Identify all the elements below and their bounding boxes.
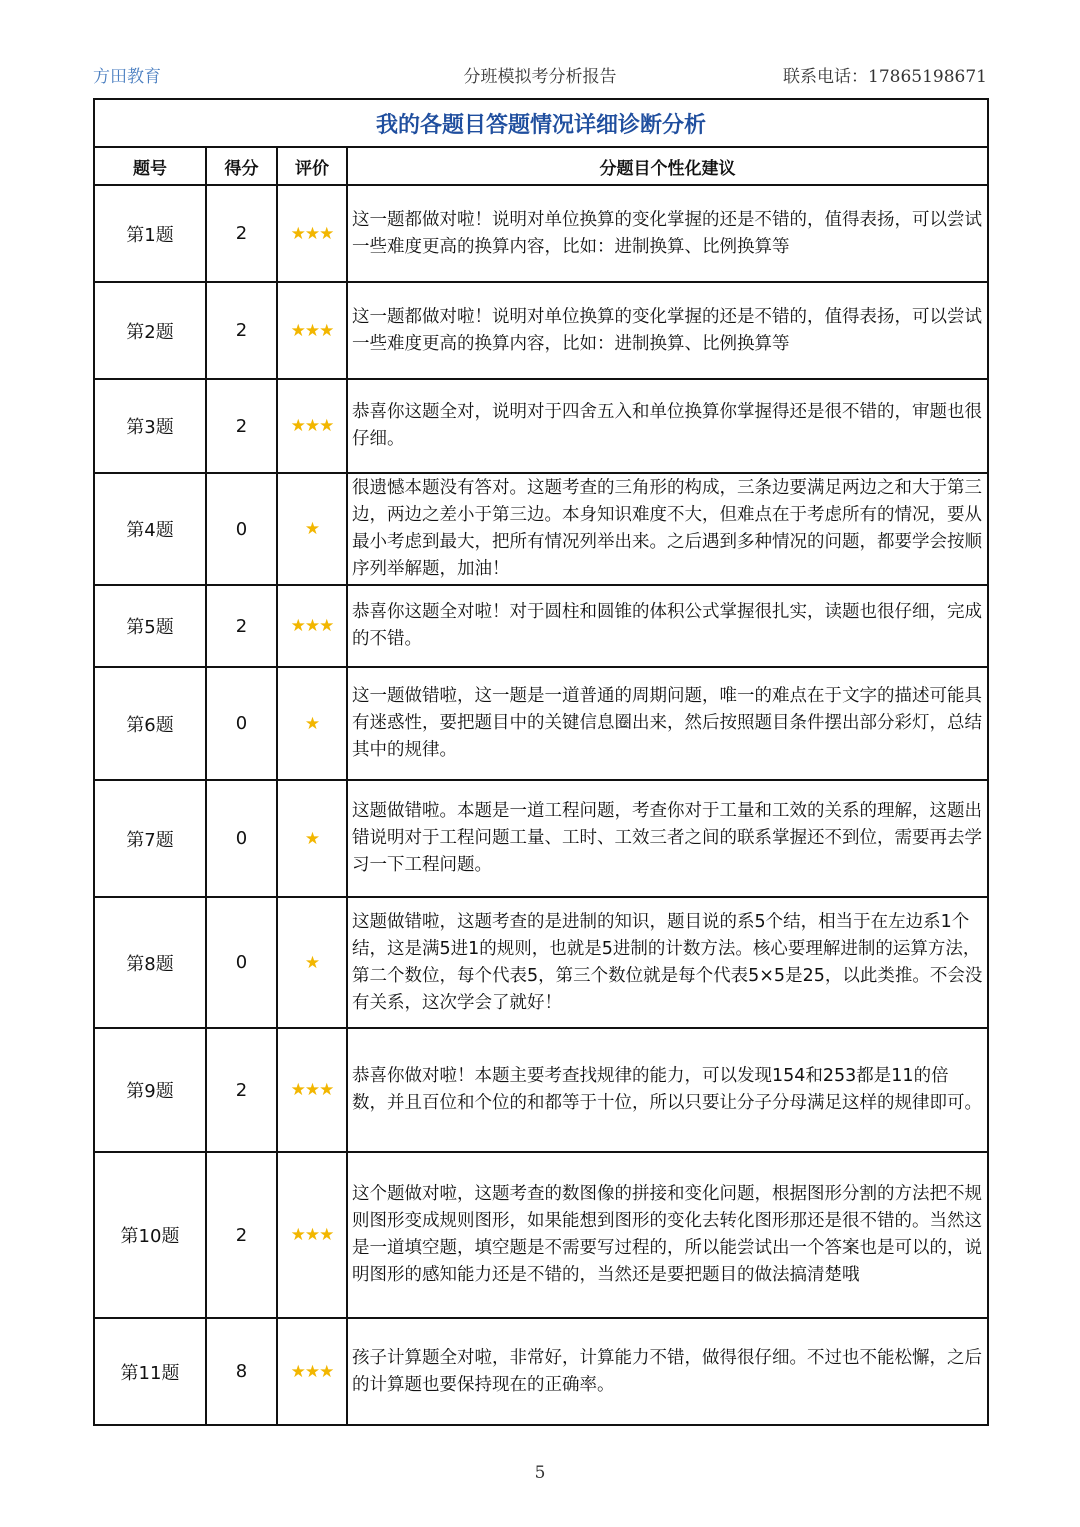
question-number: 第1题	[94, 185, 206, 282]
question-number: 第10题	[94, 1152, 206, 1318]
question-advice: 恭喜你这题全对，说明对于四舍五入和单位换算你掌握得还是很不错的，审题也很仔细。	[347, 379, 988, 473]
star-rating: ★★★	[277, 1152, 347, 1318]
question-advice: 恭喜你做对啦！本题主要考查找规律的能力，可以发现154和253都是11的倍数，并且百位和个位的和都等于十位，所以只要让分子分母满足这样的规律即可。	[347, 1028, 988, 1152]
table-row	[94, 473, 988, 585]
table-row	[94, 282, 988, 379]
star-rating: ★★★	[277, 1028, 347, 1152]
star-rating: ★	[277, 897, 347, 1028]
question-advice: 这一题做错啦，这一题是一道普通的周期问题，唯一的难点在于文字的描述可能具有迷惑性，要把题目中的关键信息圈出来，然后按照题目条件摆出部分彩灯，总结其中的规律。	[347, 667, 988, 780]
star-rating: ★	[277, 473, 347, 585]
question-number: 第8题	[94, 897, 206, 1028]
table-row	[94, 585, 988, 667]
question-number: 第6题	[94, 667, 206, 780]
question-score: 0	[206, 780, 277, 897]
question-number: 第9题	[94, 1028, 206, 1152]
question-score: 0	[206, 473, 277, 585]
star-rating: ★★★	[277, 1318, 347, 1425]
question-score: 2	[206, 379, 277, 473]
question-score: 2	[206, 585, 277, 667]
question-advice: 很遗憾本题没有答对。这题考查的三角形的构成，三条边要满足两边之和大于第三边，两边之差小于第三边。本身知识难度不大，但难点在于考虑所有的情况，要从最小考虑到最大，把所有情况列举出来。之后遇到多种情况的问题，都要学会按顺序列举解题，加油！	[347, 473, 988, 585]
star-rating: ★	[277, 780, 347, 897]
report-title: 分班模拟考分析报告	[463, 67, 617, 87]
column-header-rating: 评价	[277, 147, 347, 185]
star-rating: ★★★	[277, 585, 347, 667]
question-advice: 这一题都做对啦！说明对单位换算的变化掌握的还是不错的，值得表扬，可以尝试一些难度更高的换算内容，比如：进制换算、比例换算等	[347, 282, 988, 379]
table-row	[94, 379, 988, 473]
star-rating: ★★★	[277, 185, 347, 282]
table-row	[94, 1028, 988, 1152]
question-number: 第5题	[94, 585, 206, 667]
table-row	[94, 185, 988, 282]
table-row	[94, 667, 988, 780]
table-title: 我的各题目答题情况详细诊断分析	[94, 99, 988, 147]
contact-phone: 联系电话：17865198671	[783, 67, 987, 87]
star-rating: ★★★	[277, 282, 347, 379]
column-header-score: 得分	[206, 147, 277, 185]
question-advice: 孩子计算题全对啦，非常好，计算能力不错，做得很仔细。不过也不能松懈，之后的计算题也要保持现在的正确率。	[347, 1318, 988, 1425]
page-number: 5	[534, 1463, 546, 1483]
question-score: 2	[206, 1028, 277, 1152]
star-rating: ★	[277, 667, 347, 780]
question-number: 第3题	[94, 379, 206, 473]
question-score: 0	[206, 667, 277, 780]
question-number: 第11题	[94, 1318, 206, 1425]
column-header-number: 题号	[94, 147, 206, 185]
table-row	[94, 780, 988, 897]
question-advice: 这题做错啦，这题考查的是进制的知识，题目说的系5个结，相当于在左边系1个结，这是满5进1的规则，也就是5进制的计数方法。核心要理解进制的运算方法，第二个数位，每个代表5，第三个数位就是每个代表5×5是25，以此类推。不会没有关系，这次学会了就好！	[347, 897, 988, 1028]
column-header-advice: 分题目个性化建议	[347, 147, 988, 185]
question-advice: 恭喜你这题全对啦！对于圆柱和圆锥的体积公式掌握很扎实，读题也很仔细，完成的不错。	[347, 585, 988, 667]
question-advice: 这题做错啦。本题是一道工程问题，考查你对于工量和工效的关系的理解，这题出错说明对于工程问题工量、工时、工效三者之间的联系掌握还不到位，需要再去学习一下工程问题。	[347, 780, 988, 897]
table-row	[94, 897, 988, 1028]
question-advice: 这一题都做对啦！说明对单位换算的变化掌握的还是不错的，值得表扬，可以尝试一些难度更高的换算内容，比如：进制换算、比例换算等	[347, 185, 988, 282]
diagnosis-table	[93, 98, 989, 1426]
question-number: 第7题	[94, 780, 206, 897]
question-score: 0	[206, 897, 277, 1028]
table-row	[94, 1152, 988, 1318]
question-score: 2	[206, 185, 277, 282]
question-advice: 这个题做对啦，这题考查的数图像的拼接和变化问题，根据图形分割的方法把不规则图形变成规则图形，如果能想到图形的变化去转化图形那还是很不错的。当然这是一道填空题，填空题是不需要写过程的，所以能尝试出一个答案也是可以的，说明图形的感知能力还是不错的，当然还是要把题目的做法搞清楚哦	[347, 1152, 988, 1318]
question-number: 第2题	[94, 282, 206, 379]
question-number: 第4题	[94, 473, 206, 585]
question-score: 2	[206, 1152, 277, 1318]
page-header	[93, 62, 987, 90]
star-rating: ★★★	[277, 379, 347, 473]
question-score: 2	[206, 282, 277, 379]
question-score: 8	[206, 1318, 277, 1425]
table-row	[94, 1318, 988, 1425]
brand-name: 方田教育	[93, 67, 161, 87]
